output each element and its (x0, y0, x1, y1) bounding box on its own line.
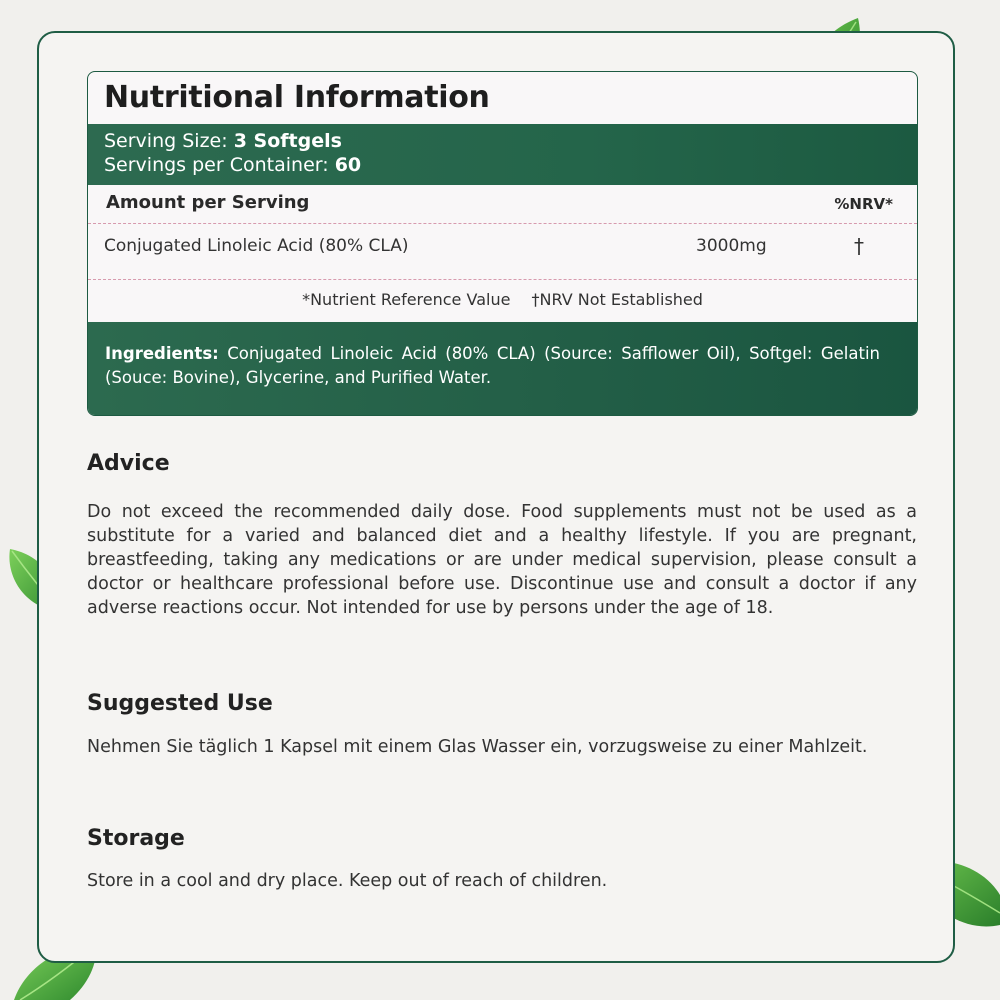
nutrient-name: Conjugated Linoleic Acid (80% CLA) (104, 236, 409, 256)
nrv-footnote (88, 290, 917, 309)
footnote-nrv: *Nutrient Reference Value (302, 290, 511, 309)
divider (88, 223, 917, 224)
advice-text: Do not exceed the recommended daily dose. Food supplements must not be used as a substitute for a varied and balanced diet and a healthy lifestyle. If you are pregnant, breastfeeding, taking any medications or are under medical supervision, please consult a doctor or healthcare professional before use. Discontinue use and consult a doctor if any adverse reactions occur. Not intended for use by persons under the age of 18. (87, 502, 917, 618)
table-header (88, 190, 917, 226)
nutrient-amount: 3000mg (696, 236, 767, 256)
ingredients-label: Ingredients: (105, 344, 219, 363)
serving-size-value: 3 Softgels (233, 130, 342, 152)
divider (88, 279, 917, 280)
storage-text: Store in a cool and dry place. Keep out of reach of children. (87, 871, 608, 891)
nrv-header: %NRV* (834, 195, 893, 213)
table-row (88, 232, 917, 274)
servings-per-container-value: 60 (334, 154, 362, 176)
suggested-use-text: Nehmen Sie täglich 1 Kapsel mit einem Glas Wasser ein, vorzugsweise zu einer Mahlzeit. (87, 737, 868, 757)
servings-per-container-label: Servings per Container: (104, 154, 329, 176)
ingredients-band (88, 322, 917, 416)
serving-size-label: Serving Size: (104, 130, 228, 152)
ingredients-text: Conjugated Linoleic Acid (80% CLA) (Source: Safflower Oil), Softgel: Gelatin (Souce: Bovine), Glycerine, and Purified Water. (105, 344, 880, 387)
suggested-use-title: Suggested Use (87, 691, 273, 716)
footnote-not-established: †NRV Not Established (531, 290, 703, 309)
nutrition-panel (87, 71, 918, 416)
storage-title: Storage (87, 826, 185, 851)
serving-size (104, 130, 342, 152)
servings-per-container (104, 154, 361, 176)
advice-title: Advice (87, 451, 170, 476)
amount-header: Amount per Serving (106, 192, 310, 213)
ingredients (105, 342, 880, 390)
nutrition-title: Nutritional Information (104, 80, 490, 115)
nutrient-nrv: † (854, 234, 864, 258)
serving-band (88, 124, 917, 185)
